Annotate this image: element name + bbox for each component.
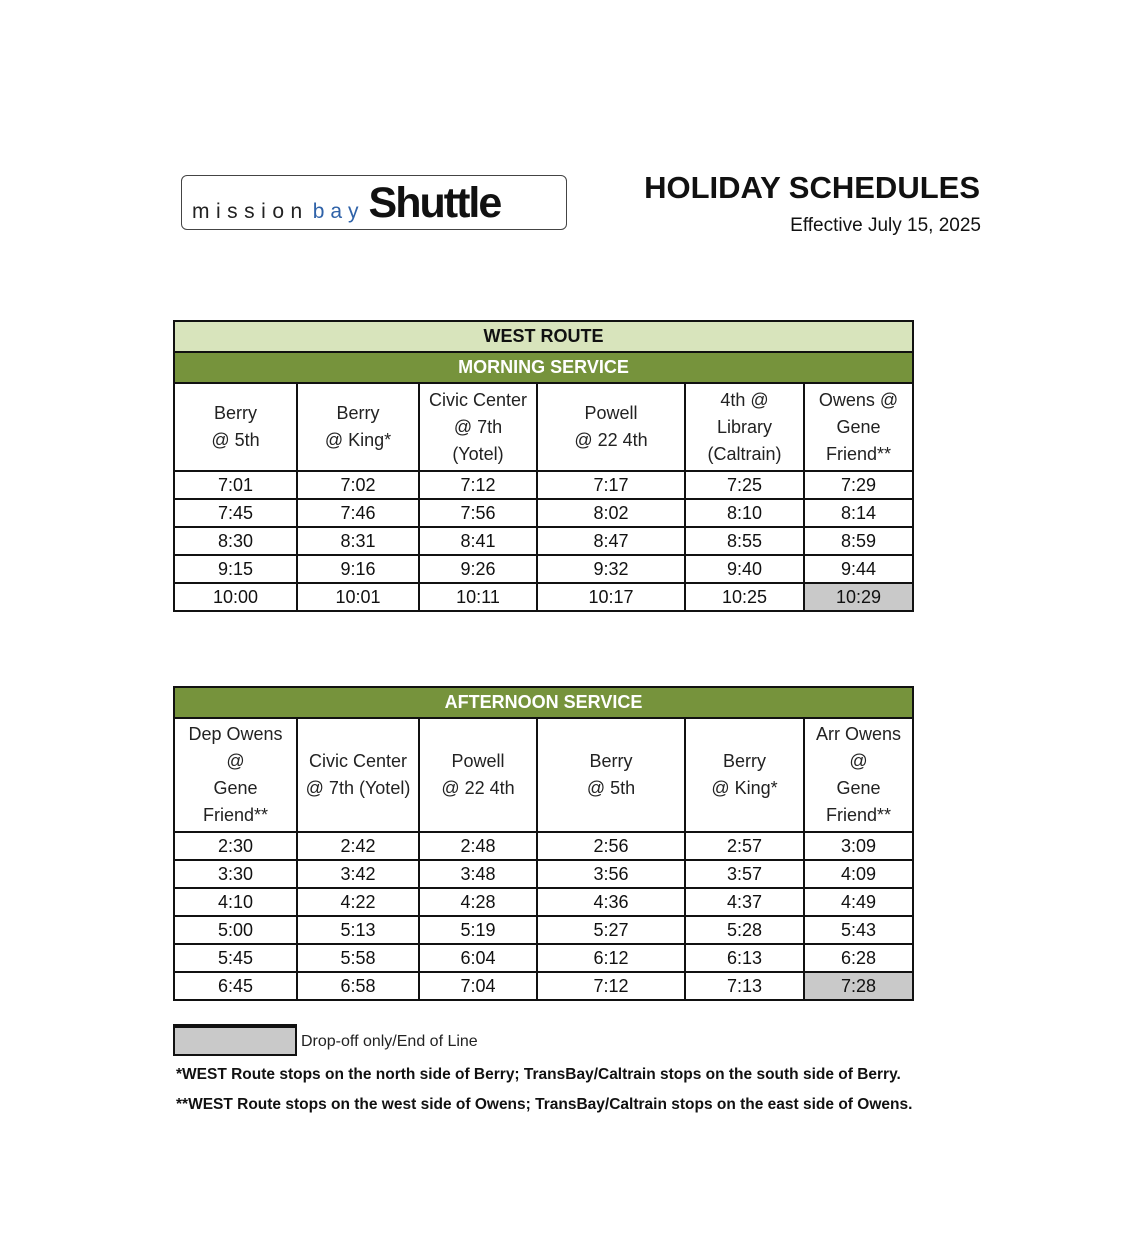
time-cell: 7:04 — [419, 972, 537, 1000]
time-cell: 4:28 — [419, 888, 537, 916]
time-cell: 6:12 — [537, 944, 685, 972]
column-header-line: Civic Center — [428, 389, 528, 410]
time-cell: 7:46 — [297, 499, 419, 527]
time-cell: 8:14 — [804, 499, 913, 527]
column-header — [174, 383, 297, 471]
column-header-line: Civic Center — [308, 751, 408, 771]
column-header-line: Berry — [722, 751, 766, 771]
morning-service-title: MORNING SERVICE — [174, 352, 913, 383]
time-cell: 3:57 — [685, 860, 804, 888]
time-cell: 2:57 — [685, 832, 804, 860]
column-header-line: @ 7th (Yotel) — [305, 778, 411, 798]
column-header — [419, 383, 537, 471]
service-header-row — [174, 352, 913, 383]
column-header — [297, 383, 419, 471]
time-cell: 3:42 — [297, 860, 419, 888]
route-header-row — [174, 321, 913, 352]
column-header-line: Powell — [584, 403, 638, 423]
service-header-row — [174, 687, 913, 718]
table-row — [174, 888, 913, 916]
table-row — [174, 944, 913, 972]
column-header-line: Friend** — [825, 805, 892, 825]
time-cell: 7:12 — [537, 972, 685, 1000]
time-cell: 7:25 — [685, 471, 804, 499]
column-header-line: Dep Owens — [188, 724, 283, 744]
column-header-line: Friend** — [826, 443, 892, 464]
time-cell: 3:09 — [804, 832, 913, 860]
column-header-line: Berry — [213, 403, 257, 423]
footnote-owens: **WEST Route stops on the west side of Owens; TransBay/Caltrain stops on the east side of Owens. — [176, 1096, 913, 1113]
time-cell: 5:13 — [297, 916, 419, 944]
time-cell: 9:32 — [537, 555, 685, 583]
time-cell: 10:17 — [537, 583, 685, 611]
morning-schedule-table — [173, 320, 914, 612]
time-cell: 6:04 — [419, 944, 537, 972]
time-cell: 5:58 — [297, 944, 419, 972]
column-header-line: Berry — [336, 403, 380, 423]
time-cell: 4:10 — [174, 888, 297, 916]
time-cell: 8:55 — [685, 527, 804, 555]
time-cell: 6:58 — [297, 972, 419, 1000]
time-cell: 2:42 — [297, 832, 419, 860]
time-cell: 5:27 — [537, 916, 685, 944]
time-cell: 2:56 — [537, 832, 685, 860]
column-header-line: 4th @ — [720, 389, 769, 410]
time-cell: 3:48 — [419, 860, 537, 888]
time-cell: 7:01 — [174, 471, 297, 499]
table-row — [174, 583, 913, 611]
time-cell: 10:11 — [419, 583, 537, 611]
column-header-line: Arr Owens — [815, 724, 902, 744]
afternoon-schedule-table — [173, 686, 914, 1001]
column-header-line: @ King* — [324, 430, 392, 450]
table-row — [174, 832, 913, 860]
column-header-line: @ 5th — [211, 430, 260, 450]
time-cell: 3:30 — [174, 860, 297, 888]
time-cell: 8:30 — [174, 527, 297, 555]
column-header-line: @ — [226, 751, 245, 771]
table-row — [174, 555, 913, 583]
column-header — [685, 383, 804, 471]
column-header — [297, 718, 419, 832]
time-cell: 10:00 — [174, 583, 297, 611]
time-cell: 6:28 — [804, 944, 913, 972]
column-header-line: (Yotel) — [452, 443, 504, 464]
effective-date: Effective July 15, 2025 — [790, 215, 981, 236]
end-of-line-time-cell: 10:29 — [804, 583, 913, 611]
column-header-line: Owens @ — [818, 389, 899, 410]
time-cell: 7:29 — [804, 471, 913, 499]
table-row — [174, 972, 913, 1000]
column-header-line: @ 22 4th — [574, 430, 648, 450]
time-cell: 7:12 — [419, 471, 537, 499]
column-header-line: Library — [716, 416, 773, 437]
logo-shuttle-text: Shuttle — [368, 179, 501, 228]
column-header — [804, 718, 913, 832]
time-cell: 5:28 — [685, 916, 804, 944]
time-cell: 8:31 — [297, 527, 419, 555]
time-cell: 7:45 — [174, 499, 297, 527]
time-cell: 5:19 — [419, 916, 537, 944]
footnote-berry: *WEST Route stops on the north side of Berry; TransBay/Caltrain stops on the south side of Berry. — [176, 1066, 901, 1083]
time-cell: 5:43 — [804, 916, 913, 944]
time-cell: 8:02 — [537, 499, 685, 527]
legend-label: Drop-off only/End of Line — [301, 1033, 478, 1050]
column-header — [174, 718, 297, 832]
column-header-line: Gene — [836, 778, 881, 798]
end-of-line-time-cell: 7:28 — [804, 972, 913, 1000]
time-cell: 6:45 — [174, 972, 297, 1000]
column-header — [685, 718, 804, 832]
table-row — [174, 860, 913, 888]
time-cell: 8:41 — [419, 527, 537, 555]
column-header-row — [174, 718, 913, 832]
column-header-line: @ 22 4th — [441, 778, 515, 798]
logo-mission-text: mission — [192, 200, 309, 223]
time-cell: 8:59 — [804, 527, 913, 555]
time-cell: 8:47 — [537, 527, 685, 555]
time-cell: 9:26 — [419, 555, 537, 583]
time-cell: 7:02 — [297, 471, 419, 499]
time-cell: 3:56 — [537, 860, 685, 888]
time-cell: 9:44 — [804, 555, 913, 583]
time-cell: 9:40 — [685, 555, 804, 583]
column-header-row — [174, 383, 913, 471]
column-header-line: Gene — [836, 416, 881, 437]
time-cell: 8:10 — [685, 499, 804, 527]
column-header-line: Gene — [213, 778, 258, 798]
time-cell: 4:36 — [537, 888, 685, 916]
time-cell: 6:13 — [685, 944, 804, 972]
column-header-line: Powell — [451, 751, 505, 771]
table-row — [174, 916, 913, 944]
column-header-line: @ King* — [711, 778, 778, 798]
time-cell: 7:13 — [685, 972, 804, 1000]
column-header — [419, 718, 537, 832]
legend-swatch — [173, 1024, 297, 1056]
time-cell: 10:01 — [297, 583, 419, 611]
afternoon-service-title: AFTERNOON SERVICE — [174, 687, 913, 718]
time-cell: 7:56 — [419, 499, 537, 527]
column-header-line: @ 7th — [453, 416, 503, 437]
time-cell: 4:49 — [804, 888, 913, 916]
mission-bay-shuttle-logo — [181, 175, 567, 230]
table-row — [174, 499, 913, 527]
time-cell: 10:25 — [685, 583, 804, 611]
route-title: WEST ROUTE — [174, 321, 913, 352]
time-cell: 4:09 — [804, 860, 913, 888]
time-cell: 9:16 — [297, 555, 419, 583]
time-cell: 9:15 — [174, 555, 297, 583]
table-row — [174, 527, 913, 555]
time-cell: 2:48 — [419, 832, 537, 860]
logo-bay-text: bay — [312, 200, 365, 223]
column-header-line: @ 5th — [586, 778, 636, 798]
column-header-line: Friend** — [202, 805, 269, 825]
column-header — [537, 718, 685, 832]
column-header-line: Berry — [589, 751, 633, 771]
time-cell: 4:22 — [297, 888, 419, 916]
column-header-line: @ — [849, 751, 868, 771]
time-cell: 5:45 — [174, 944, 297, 972]
column-header-line: (Caltrain) — [707, 443, 782, 464]
time-cell: 2:30 — [174, 832, 297, 860]
column-header — [537, 383, 685, 471]
time-cell: 4:37 — [685, 888, 804, 916]
column-header — [804, 383, 913, 471]
time-cell: 5:00 — [174, 916, 297, 944]
page-title: HOLIDAY SCHEDULES — [644, 170, 980, 205]
time-cell: 7:17 — [537, 471, 685, 499]
table-row — [174, 471, 913, 499]
